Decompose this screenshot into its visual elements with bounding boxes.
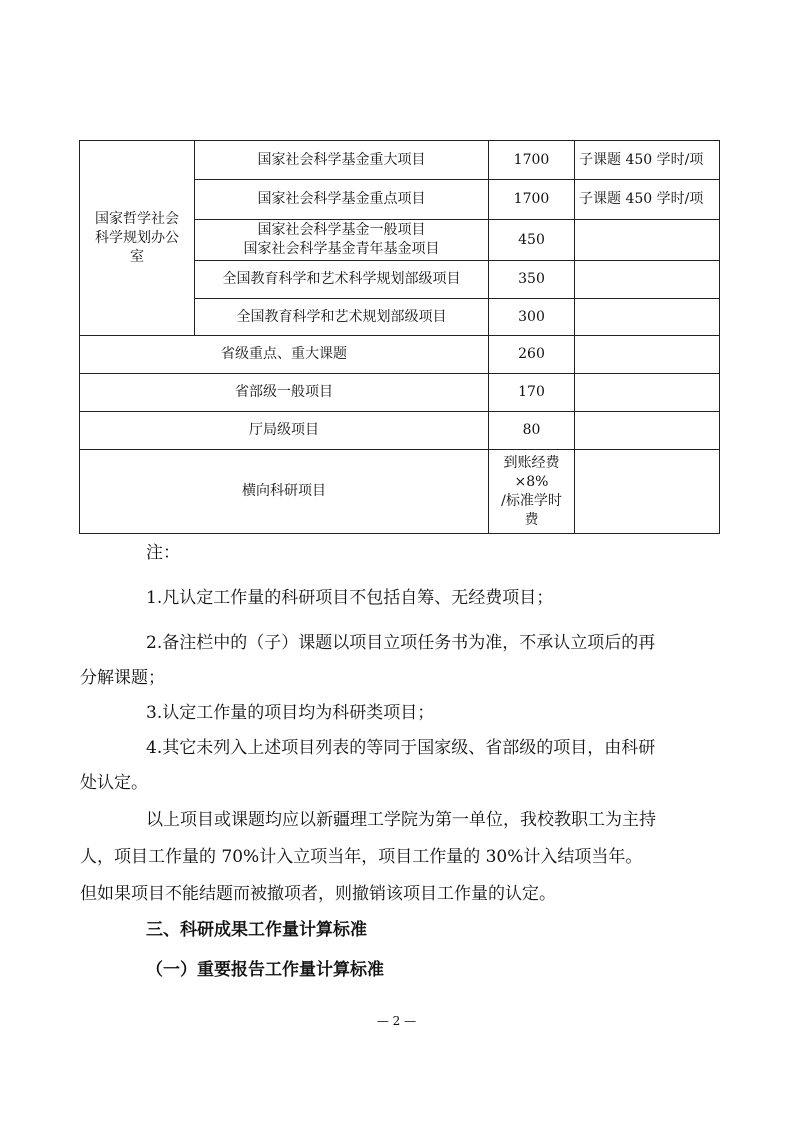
hours-cell: 170 xyxy=(489,374,575,412)
remark-cell xyxy=(575,299,720,336)
project-name-cell: 国家社会科学基金重点项目 xyxy=(195,180,489,220)
project-name-cell: 厅局级项目 xyxy=(80,412,489,450)
org-cell xyxy=(80,141,195,336)
page-number: — 2 — xyxy=(376,1014,417,1028)
note-1: 1.凡认定工作量的科研项目不包括自筹、无经费项目； xyxy=(146,588,554,608)
org-line: 国家哲学社会 xyxy=(95,210,179,227)
paragraph-line: 但如果项目不能结题而被撤项者，则撤销该项目工作量的认定。 xyxy=(80,884,556,904)
note-3: 3.认定工作量的项目均为科研类项目； xyxy=(146,703,435,723)
hours-cell: 450 xyxy=(489,220,575,261)
org-line: 科学规划办公 xyxy=(95,229,179,246)
remark-cell xyxy=(575,220,720,261)
table-row xyxy=(80,141,720,180)
paragraph-line: 以上项目或课题均应以新疆理工学院为第一单位，我校教职工为主持 xyxy=(146,810,656,830)
hours-line: 费 xyxy=(524,511,539,528)
project-name-cell: 横向科研项目 xyxy=(80,450,489,534)
project-name-line: 国家社会科学基金青年基金项目 xyxy=(243,241,440,257)
hours-cell: 1700 xyxy=(489,141,575,180)
hours-cell: 1700 xyxy=(489,180,575,220)
remark-cell xyxy=(575,450,720,534)
table-row xyxy=(80,374,720,412)
remark-cell: 子课题 450 学时/项 xyxy=(575,180,720,220)
org-line: 室 xyxy=(130,248,144,265)
workload-table xyxy=(79,140,720,534)
project-name-cell: 全国教育科学和艺术规划部级项目 xyxy=(195,299,489,336)
hours-cell: 80 xyxy=(489,412,575,450)
note-4-continued: 处认定。 xyxy=(80,773,148,793)
project-name-line: 国家社会科学基金一般项目 xyxy=(257,222,426,238)
table-row xyxy=(80,412,720,450)
paragraph-line: 人，项目工作量的 70%计入立项当年，项目工作量的 30%计入结项当年。 xyxy=(80,847,643,867)
project-name-cell: 省级重点、重大课题 xyxy=(80,336,489,374)
remark-cell xyxy=(575,374,720,412)
hours-line: ×8% xyxy=(514,473,549,490)
project-name-cell xyxy=(195,220,489,261)
section-heading: 三、科研成果工作量计算标准 xyxy=(146,920,367,940)
remark-cell xyxy=(575,261,720,299)
remark-cell: 子课题 450 学时/项 xyxy=(575,141,720,180)
note-4: 4.其它未列入上述项目列表的等同于国家级、省部级的项目，由科研 xyxy=(146,738,656,758)
subsection-heading: （一）重要报告工作量计算标准 xyxy=(146,960,384,980)
project-name-cell: 省部级一般项目 xyxy=(80,374,489,412)
remark-cell xyxy=(575,336,720,374)
notes-heading: 注： xyxy=(146,543,180,563)
remark-cell xyxy=(575,412,720,450)
hours-cell: 300 xyxy=(489,299,575,336)
note-2: 2.备注栏中的（子）课题以项目立项任务书为准，不承认立项后的再 xyxy=(146,633,656,653)
hours-line: 到账经费 xyxy=(503,454,560,471)
hours-cell: 350 xyxy=(489,261,575,299)
table-row xyxy=(80,336,720,374)
table-row xyxy=(80,450,720,534)
hours-line: /标准学时 xyxy=(501,492,562,509)
hours-cell xyxy=(489,450,575,534)
project-name-cell: 国家社会科学基金重大项目 xyxy=(195,141,489,180)
hours-cell: 260 xyxy=(489,336,575,374)
note-2-continued: 分解课题； xyxy=(80,668,165,688)
project-name-cell: 全国教育科学和艺术科学规划部级项目 xyxy=(195,261,489,299)
